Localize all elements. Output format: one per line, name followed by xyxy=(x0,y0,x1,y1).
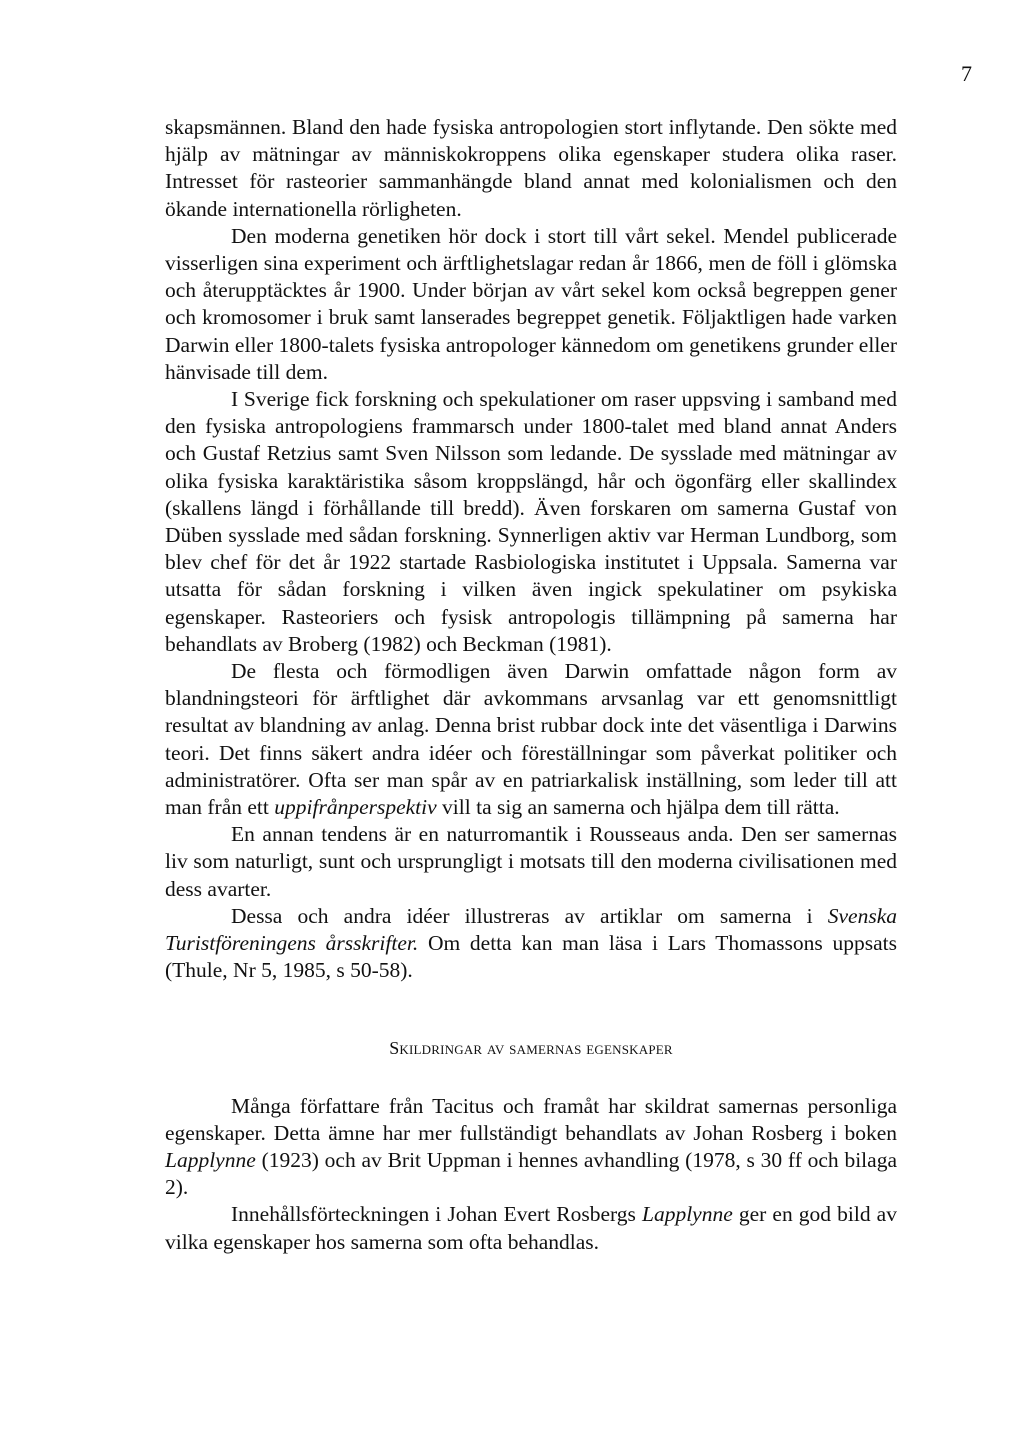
paragraph-8-italic: Lapplynne xyxy=(642,1202,733,1227)
paragraph-6 xyxy=(165,903,897,985)
paragraph-7-text-b: (1923) och av Brit Uppman i hennes avhandling (1978, s 30 ff och bilaga 2). xyxy=(165,1147,897,1200)
document-body xyxy=(165,114,897,1256)
paragraph-8-text-b: ger en god bild av vilka egenskaper hos samerna som ofta behandlas. xyxy=(165,1202,897,1254)
page-number: 7 xyxy=(961,61,972,86)
paragraph-2: Den moderna genetiken hör dock i stort till vårt sekel. Mendel publicerade visserligen sina experiment och ärftlighetslagar redan år 1866, men de föll i glömska och återupptäcktes år 1900. Under början av vårt sekel kom också begreppen gener och kromosomer i bruk samt lanserades begreppet genetik. Följaktligen hade varken Darwin eller 1800-talets fysiska antropologer kännedom om genetikens grunder eller hänvisade till dem. xyxy=(165,223,897,384)
paragraph-8 xyxy=(165,1201,897,1255)
paragraph-7-text-a: Många författare från Tacitus och framåt har skildrat samernas personliga egenskaper. Detta ämne har mer fullständigt behandlats av Johan Rosberg i boken xyxy=(165,1093,897,1145)
paragraph-6-text-b: Om detta kan man läsa i Lars Thomassons uppsats (Thule, Nr 5, 1985, s 50-58). xyxy=(165,931,897,983)
paragraph-4-text-b: vill ta sig an samerna och hjälpa dem till rätta. xyxy=(436,795,840,820)
paragraph-7-italic: Lapplynne xyxy=(165,1147,256,1172)
paragraph-8-text-a: Innehållsförteckningen i Johan Evert Rosbergs xyxy=(231,1202,642,1227)
paragraph-6-text-a: Dessa och andra idéer illustreras av artiklar om samerna i xyxy=(231,903,828,928)
paragraph-4-text-a: De flesta och förmodligen även Darwin omfattade någon form av blandningsteori för ärftlighet där avkommans arvsanlag var ett genomsnittligt resultat av blandning av anlag. Denna brist rubbar dock inte det väsentliga i Darwins teori. Det finns säkert andra idéer och föreställningar som påverkat politiker och administratörer. Ofta ser man spår av en patriarkalisk inställning, som leder till att man från ett xyxy=(165,659,897,820)
paragraph-5: En annan tendens är en naturromantik i Rousseaus anda. Den ser samernas liv som naturligt, sunt och ursprungligt i motsats till den moderna civilisationen med dess avarter. xyxy=(165,822,897,901)
paragraph-4-italic: uppifrånperspektiv xyxy=(274,795,437,820)
section-heading: Skildringar av samernas egenskaper xyxy=(389,1037,673,1058)
paragraph-4 xyxy=(165,658,897,821)
paragraph-1: skapsmännen. Bland den hade fysiska antropologien stort inflytande. Den sökte med hjälp av mätningar av människokroppens olika egenskaper studera olika raser. Intresset för rasteorier sammanhängde bland annat med kolonialismen och den ökande internationella rörligheten. xyxy=(165,115,897,221)
paragraph-3: I Sverige fick forskning och spekulationer om raser uppsving i samband med den fysiska antropologiens frammarsch under 1800-talet med bland annat Anders och Gustaf Retzius samt Sven Nilsson som ledande. De sysslade med mätningar av olika fysiska karaktäristika såsom kroppslängd, hår och ögonfärg eller skallindex (skallens längd i förhållande till bredd). Även forskaren om samerna Gustaf von Düben sysslade med sådan forskning. Synnerligen aktiv var Herman Lundborg, som blev chef för det år 1922 startade Rasbiologiska institutet i Uppsala. Samerna var utsatta för sådan forskning i vilken även ingick spekulatiner om psykiska egenskaper. Rasteoriers och fysisk antropologis tillämpning på samerna har behandlats av Broberg (1982) och Beckman (1981). xyxy=(165,387,897,656)
paragraph-7 xyxy=(165,1093,897,1202)
paragraph-6-italic: Svenska Turistföreningens årsskrifter. xyxy=(165,903,897,956)
